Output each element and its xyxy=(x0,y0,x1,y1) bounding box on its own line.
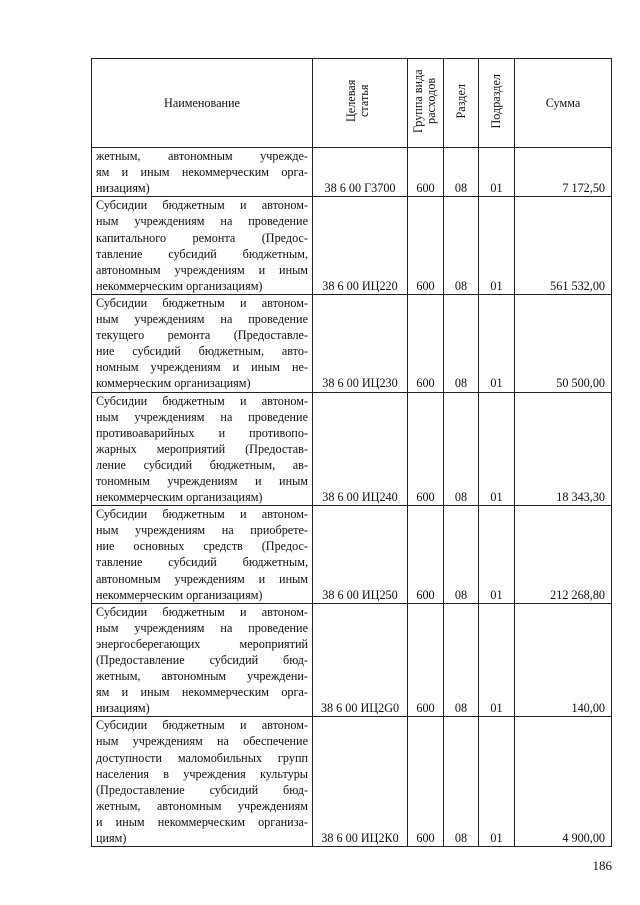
row-subsection: 01 xyxy=(479,392,515,506)
row-section: 08 xyxy=(444,197,479,295)
row-name-line: Субсидии бюджетным и автоном- xyxy=(96,295,308,310)
row-name-line: ям и иным некоммерческим орга- xyxy=(96,685,308,700)
table-row xyxy=(92,392,612,506)
row-code: 38 6 00 ИЦ230 xyxy=(313,294,408,392)
row-name-line: ние субсидий бюджетным, авто- xyxy=(96,344,308,359)
row-name-line: Субсидии бюджетным и автоном- xyxy=(96,393,308,408)
row-subsection: 01 xyxy=(479,603,515,717)
row-sum: 140,00 xyxy=(515,603,612,717)
header-row xyxy=(92,59,612,148)
row-name-line: ным учреждениям на приобрете- xyxy=(96,523,308,538)
row-name-line: жетным, автономным учреждениям xyxy=(96,798,308,813)
row-name-line: капитального ремонта (Предос- xyxy=(96,230,308,245)
row-name-line: (Предоставление субсидий бюд- xyxy=(96,782,308,797)
row-group: 600 xyxy=(408,392,444,506)
table-row xyxy=(92,197,612,295)
row-name xyxy=(92,717,313,847)
table-row xyxy=(92,603,612,717)
row-name-line: жетным, автономным учреждени- xyxy=(96,669,308,684)
row-name-line: (Предоставление субсидий бюд- xyxy=(96,653,308,667)
header-code: Целевая статья xyxy=(344,79,371,123)
row-name-line: ным учреждениям на обеспечение xyxy=(96,734,308,749)
row-name-line: жетным, автономным учрежде- xyxy=(96,149,308,164)
row-name-line: Субсидии бюджетным и автоном- xyxy=(96,507,308,522)
row-name-line: некоммерческим организациям) xyxy=(96,278,263,293)
row-name-line: ным учреждениям на проведение xyxy=(96,409,308,424)
row-subsection: 01 xyxy=(479,197,515,295)
row-sum: 50 500,00 xyxy=(515,294,612,392)
header-sum: Сумма xyxy=(515,59,612,148)
row-name-line: текущего ремонта (Предоставле- xyxy=(96,328,308,343)
row-sum: 4 900,00 xyxy=(515,717,612,847)
page-number: 186 xyxy=(592,858,612,873)
row-name-line: некоммерческим организациям) xyxy=(96,490,263,505)
row-name-line: низациям) xyxy=(96,701,150,716)
row-group: 600 xyxy=(408,197,444,295)
row-name-line: коммерческим организациям) xyxy=(96,376,251,391)
row-name-line: автономным учреждениям и иным xyxy=(96,571,308,586)
header-subsection-cell xyxy=(479,59,515,148)
row-name-line: ным учреждениям на проведение xyxy=(96,214,308,229)
row-name-line: ям и иным некоммерческим орга- xyxy=(96,165,308,180)
row-name-line: Субсидии бюджетным и автоном- xyxy=(96,198,308,213)
row-name-line: энергосберегающих мероприятий xyxy=(96,636,308,651)
row-section: 08 xyxy=(444,294,479,392)
header-group: Группа вида расходов xyxy=(410,69,438,133)
row-code: 38 6 00 ИЦ250 xyxy=(313,506,408,604)
row-name-line: жарных мероприятий (Предостав- xyxy=(96,441,308,456)
row-name xyxy=(92,603,313,717)
table-row xyxy=(92,294,612,392)
row-name-line: циям) xyxy=(96,831,127,846)
row-name-line: автономным учреждениям и иным xyxy=(96,262,308,277)
row-code: 38 6 00 ИЦ2G0 xyxy=(313,603,408,717)
header-section: Раздел xyxy=(453,83,468,119)
row-name-line: противоаварийных и противопо- xyxy=(96,425,308,440)
row-section: 08 xyxy=(444,392,479,506)
budget-table xyxy=(91,58,612,847)
row-code: 38 6 00 Г3700 xyxy=(313,148,408,197)
row-section: 08 xyxy=(444,506,479,604)
row-code: 38 6 00 ИЦ240 xyxy=(313,392,408,506)
table-row xyxy=(92,506,612,604)
table-row xyxy=(92,148,612,197)
header-name: Наименование xyxy=(92,59,313,148)
row-name-line: тавление субсидий бюджетным, xyxy=(96,246,308,261)
row-name xyxy=(92,148,313,197)
header-subsection: Подраздел xyxy=(489,73,503,129)
row-name-line: тавление субсидий бюджетным, xyxy=(96,555,308,570)
row-name-line: ление субсидий бюджетным, ав- xyxy=(96,457,308,472)
row-name xyxy=(92,294,313,392)
row-name-line: ным учреждениям на проведение xyxy=(96,312,308,327)
row-name xyxy=(92,392,313,506)
row-section: 08 xyxy=(444,603,479,717)
row-group: 600 xyxy=(408,148,444,197)
row-group: 600 xyxy=(408,506,444,604)
row-name-line: некоммерческим организациям) xyxy=(96,587,263,602)
row-name-line: низациям) xyxy=(96,181,150,196)
row-sum: 18 343,30 xyxy=(515,392,612,506)
row-section: 08 xyxy=(444,148,479,197)
row-name xyxy=(92,197,313,295)
row-sum: 7 172,50 xyxy=(515,148,612,197)
row-sum: 561 532,00 xyxy=(515,197,612,295)
table-row xyxy=(92,717,612,847)
row-sum: 212 268,80 xyxy=(515,506,612,604)
row-name-line: Субсидии бюджетным и автоном- xyxy=(96,718,308,733)
row-group: 600 xyxy=(408,294,444,392)
header-code-cell xyxy=(313,59,408,148)
row-code: 38 6 00 ИЦ2К0 xyxy=(313,717,408,847)
row-code: 38 6 00 ИЦ220 xyxy=(313,197,408,295)
table-body xyxy=(92,148,612,847)
row-name-line: Субсидии бюджетным и автоном- xyxy=(96,604,308,619)
row-name-line: и иным некоммерческим организа- xyxy=(96,814,308,829)
row-name-line: тономным учреждениям и иным xyxy=(96,473,308,488)
row-name-line: населения в учреждения культуры xyxy=(96,766,308,781)
row-name xyxy=(92,506,313,604)
row-section: 08 xyxy=(444,717,479,847)
row-name-line: номным учреждениям и иным не- xyxy=(96,360,308,375)
row-name-line: доступности маломобильных групп xyxy=(96,750,308,765)
row-subsection: 01 xyxy=(479,148,515,197)
row-subsection: 01 xyxy=(479,717,515,847)
row-subsection: 01 xyxy=(479,506,515,604)
header-section-cell xyxy=(444,59,479,148)
header-group-cell xyxy=(408,59,444,148)
row-name-line: ние основных средств (Предос- xyxy=(96,539,308,554)
row-subsection: 01 xyxy=(479,294,515,392)
row-group: 600 xyxy=(408,717,444,847)
row-name-line: ным учреждениям на проведение xyxy=(96,620,308,635)
row-group: 600 xyxy=(408,603,444,717)
